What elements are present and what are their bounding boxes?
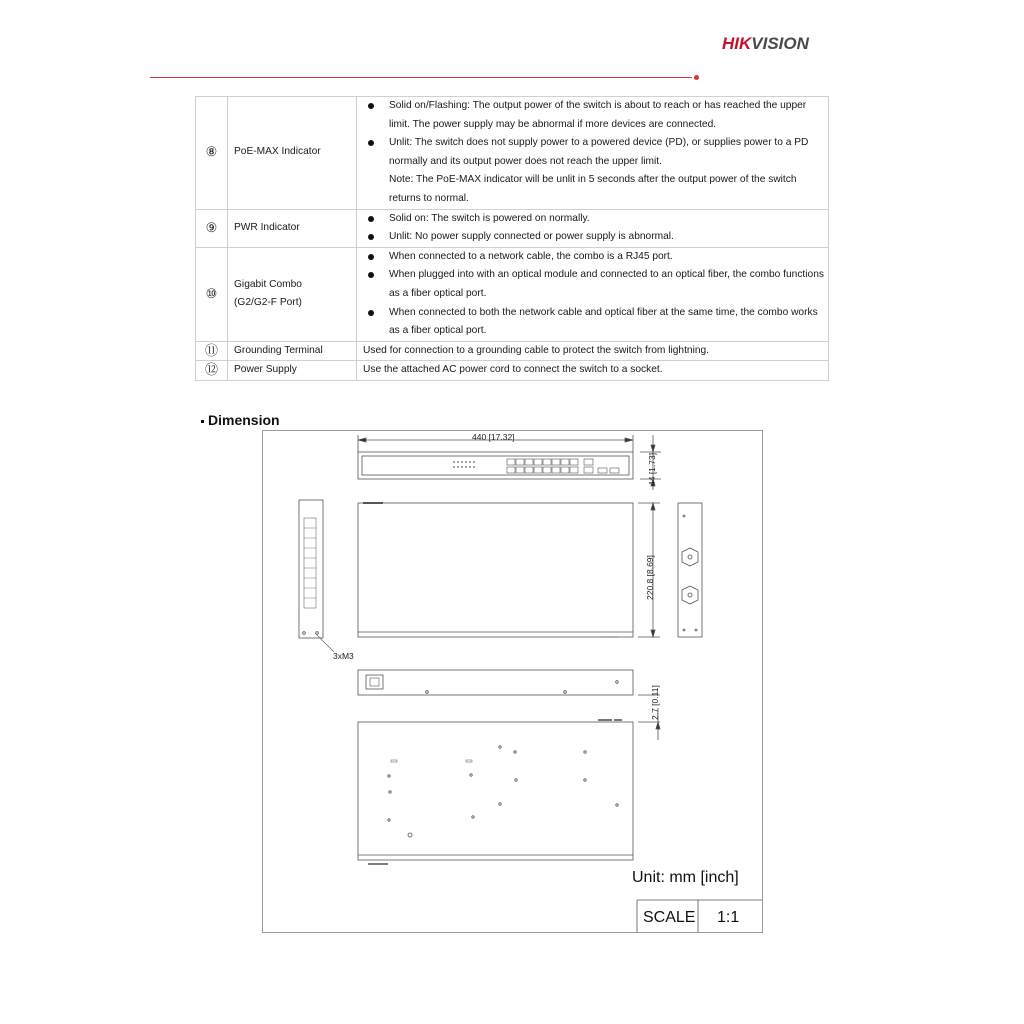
component-name-line: Gigabit Combo [234, 278, 302, 290]
row-number: ⑪ [196, 341, 228, 361]
width-dimension-label: 440 [17.32] [472, 432, 515, 442]
bullet-item: Solid on: The switch is powered on normally. [363, 210, 824, 229]
component-name: PWR Indicator [228, 209, 357, 247]
scale-label: SCALE [643, 909, 696, 926]
foot-dimension-label: 2.7 [0.11] [650, 685, 660, 720]
bullet-item: When connected to both the network cable and optical fiber at the same time, the combo works as a fiber optical port. [363, 304, 824, 341]
component-name: Power Supply [228, 361, 357, 381]
hikvision-logo: HIKVISION [722, 34, 809, 53]
indicator-spec-table [195, 96, 829, 381]
component-name [228, 247, 357, 341]
component-name: PoE-MAX Indicator [228, 97, 357, 210]
bullet-item: When connected to a network cable, the combo is a RJ45 port. [363, 248, 824, 267]
component-description: Use the attached AC power cord to connect the switch to a socket. [357, 361, 829, 381]
right-side-view [678, 503, 702, 637]
scale-value: 1:1 [717, 909, 740, 926]
row-number: ⑫ [196, 361, 228, 381]
depth-dimension-label: 220.8 [8.69] [645, 555, 655, 600]
rear-view [358, 670, 660, 740]
bullet-item: When plugged into with an optical module and connected to an optical fiber, the combo functions as a fiber optical port. [363, 266, 824, 303]
bottom-view [358, 720, 633, 864]
unit-label: Unit: mm [inch] [632, 869, 739, 886]
component-description [357, 247, 829, 341]
front-ports [453, 459, 619, 473]
table-row [196, 247, 829, 341]
section-title: Dimension [201, 412, 280, 428]
drawing-frame [263, 431, 763, 933]
table-row [196, 209, 829, 247]
row-number: ⑩ [196, 247, 228, 341]
row-number: ⑧ [196, 97, 228, 210]
bullet-item: Unlit: No power supply connected or power supply is abnormal. [363, 228, 824, 247]
table-row [196, 361, 829, 381]
header-rule [150, 77, 692, 78]
front-view [358, 435, 661, 490]
screw-label: 3xM3 [333, 651, 354, 661]
row-number: ⑨ [196, 209, 228, 247]
bullet-item: Solid on/Flashing: The output power of the switch is about to reach or has reached the upper limit. The power supply may be abnormal if more devices are connected. [363, 97, 824, 134]
note-text: Note: The PoE-MAX indicator will be unlit in 5 seconds after the output power of the switch returns to normal. [389, 174, 797, 204]
top-view [358, 503, 660, 637]
bullet-item: Unlit: The switch does not supply power to a powered device (PD), or supplies power to a PD normally and its output power does not reach the upper limit. [363, 134, 824, 171]
table-row [196, 97, 829, 210]
component-description [357, 209, 829, 247]
left-side-view [299, 500, 334, 652]
component-description: Used for connection to a grounding cable to protect the switch from lightning. [357, 341, 829, 361]
header-dot [694, 75, 699, 80]
component-description [357, 97, 829, 210]
table-row [196, 341, 829, 361]
dimension-drawing [262, 430, 763, 933]
component-name: Grounding Terminal [228, 341, 357, 361]
component-name-line: (G2/G2-F Port) [234, 297, 302, 309]
height-dimension-label: 44 [1.73] [647, 452, 657, 486]
